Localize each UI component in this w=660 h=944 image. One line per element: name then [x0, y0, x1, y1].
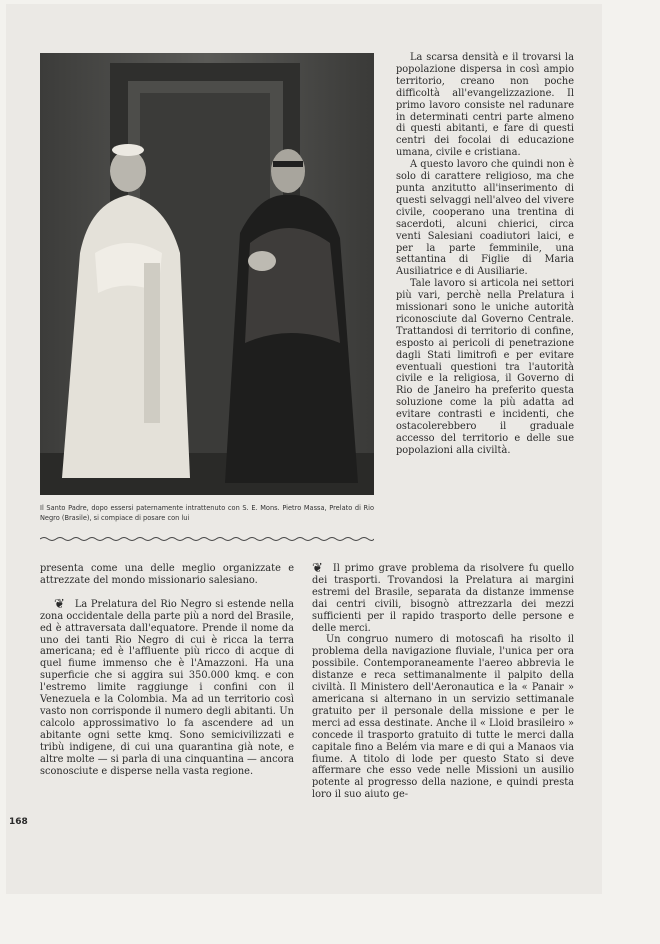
paragraph: La scarsa densità e il trovarsi la popolazione dispersa in così ampio territorio, creano non poche difficoltà all'evangelizzazione. Il primo lavoro consiste nel radunare in determinati centri parte almeno di questi abitanti, e fare di questi centri dei focolai di educazione umana, civile e cristiana. — [396, 52, 574, 159]
paragraph-text: La Prelatura del Rio Negro si estende nella zona occidentale della parte più a nord del Brasile, ed è attraversata dall'equatore. Prende il nome da uno dei tanti Rio Negro di cui è ricca la terra americana; ed è l'affluente più ricco di acque di quel fiume immenso che è l'Amazzoni. Ha una superficie che si aggira sui 350.000 kmq. e con l'estremo limite raggiunge i confini con il Venezuela e la Colombia. Ma ad un territorio così vasto non corrisponde il numero degli abitanti. Un calcolo approssimativo lo fa ascendere ad un abitante ogni sette kmq. Sono semicivilizzati e tribù indigene, di cui una quarantina già note, e altre molte — si parla di una cinquantina — ancora sconosciute e disperse nella vasta regione. — [40, 598, 294, 777]
photo-image — [40, 53, 374, 495]
fleuron-ornament-icon: ❦ — [54, 596, 65, 612]
paragraph: A questo lavoro che quindi non è solo di carattere religioso, ma che punta anzitutto all'inserimento di questi selvaggi nell'alveo del vivere civile, cooperano una trentina di sacerdoti, alcuni chierici, circa venti Salesiani coadiutori laici, e per la parte femminile, una settantina di Figlie di Maria Ausiliatrice e di Ausiliarie. — [396, 159, 574, 278]
right-column-top — [396, 52, 574, 457]
right-column-bottom — [312, 563, 574, 801]
decorative-wavy-rule — [40, 536, 374, 542]
paragraph-with-ornament — [40, 596, 294, 778]
fleuron-ornament-icon: ❦ — [312, 561, 323, 576]
photo-pope-and-bishop — [40, 53, 374, 495]
paragraph: presenta come una delle meglio organizzate e attrezzate del mondo missionario salesiano. — [40, 563, 294, 586]
paragraph-with-ornament — [312, 563, 574, 634]
page-number: 168 — [9, 817, 28, 827]
paragraph: Un congruo numero di motoscafi ha risolto il problema della navigazione fluviale, l'unica per ora possibile. Contemporaneamente l'aereo abbrevia le distanze e reca settimanalmente il palpito della civiltà. Il Ministero dell'Aeronautica e la « Panair » americana si alternano in un servizio settimanale gratuito per il personale della missione e per le merci ad essa destinate. Anche il « Lloid brasileiro » concede il trasporto gratuito di tutte le merci dalla capitale fino a Belém via mare e di qui a Manaos via fiume. A titolo di lode per questo Stato si deve affermare che esso vede nelle Missioni un ausilio potente al progresso della nazione, e quindi presta loro il suo aiuto ge- — [312, 634, 574, 801]
paragraph-text: Il primo grave problema da risolvere fu quello dei trasporti. Trovandosi la Prelatura ai margini estremi del Brasile, separata da distanze immense dai centri civili, bisognò attrezzarla dei mezzi sufficienti per il rapido trasporto delle persone e delle merci. — [312, 563, 574, 634]
photo-caption: Il Santo Padre, dopo essersi paternamente intrattenuto con S. E. Mons. Pietro Massa, Prelato di Rio Negro (Brasile), si compiace di posare con lui — [40, 504, 374, 522]
paragraph: Tale lavoro si articola nei settori più vari, perchè nella Prelatura i missionari sono le uniche autorità riconosciute dal Governo Centrale. Trattandosi di territorio di confine, esposto ai pericoli di penetrazione dagli Stati limitrofi e per evitare eventuali questioni tra l'autorità civile e la religiosa, il Governo di Rio de Janeiro ha preferito questa soluzione come la più adatta ad evitare contrasti e incidenti, che ostacolerebbero il graduale accesso del territorio e delle sue popolazioni alla civiltà. — [396, 278, 574, 456]
left-column-bottom — [40, 563, 294, 777]
